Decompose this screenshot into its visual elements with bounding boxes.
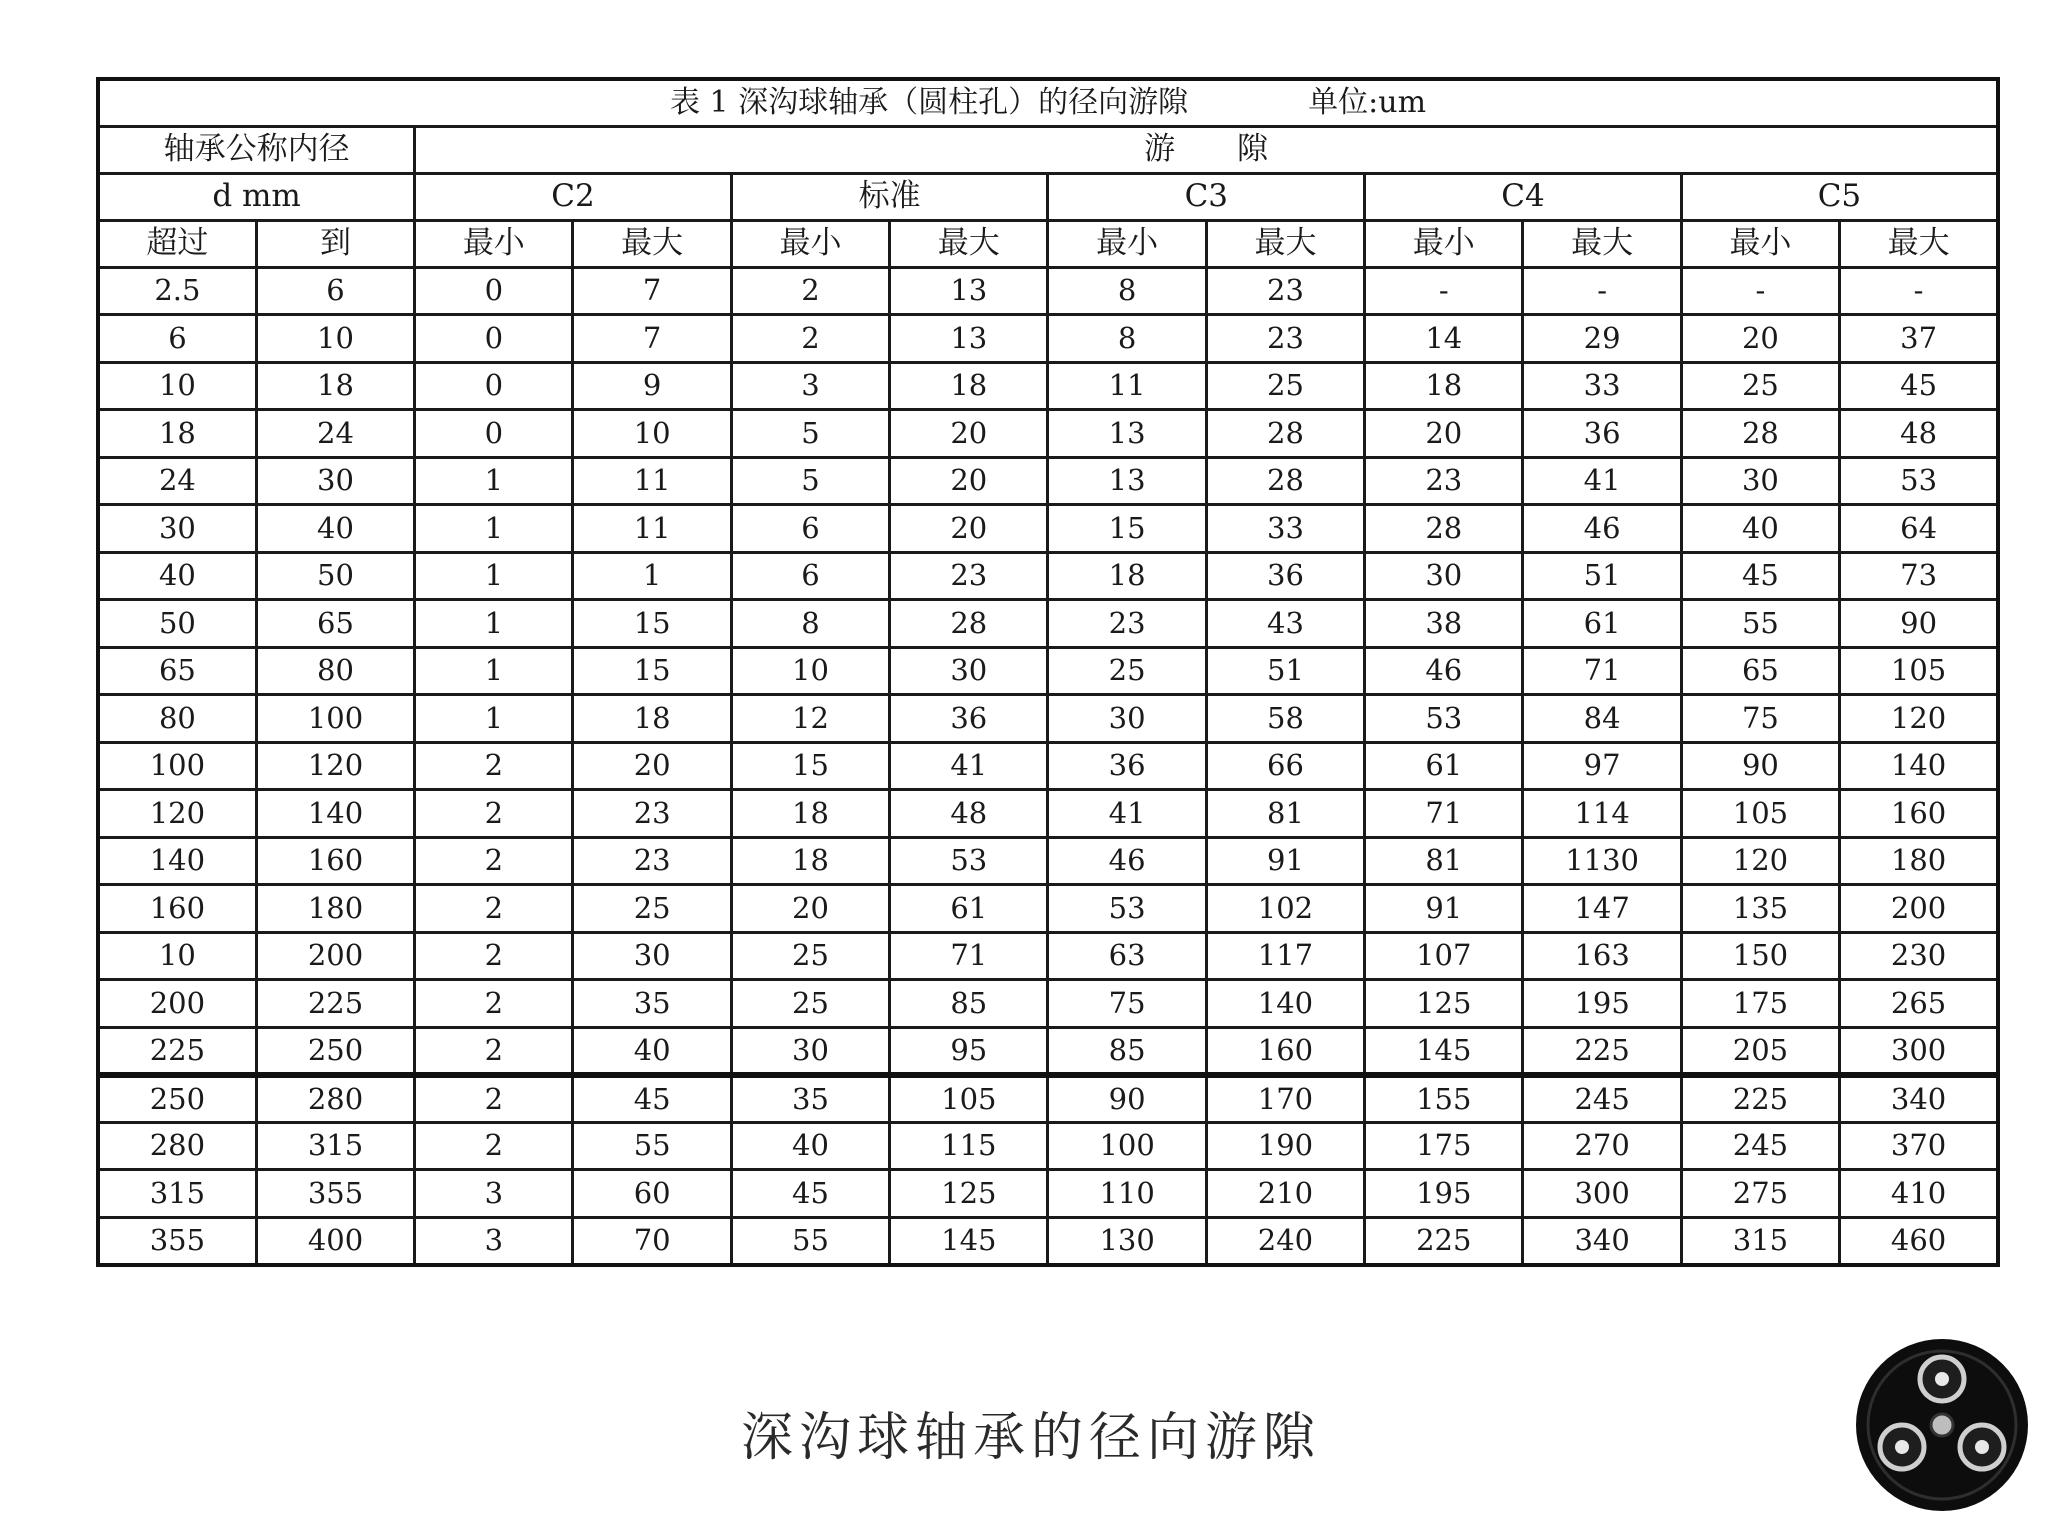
cell-c4-min: 125	[1365, 980, 1523, 1028]
cell-c3-max: 117	[1206, 932, 1364, 980]
cell-c5-min: -	[1681, 267, 1839, 315]
cell-c4-min: 14	[1365, 315, 1523, 363]
cell-c4-max: 46	[1523, 505, 1681, 553]
cell-c4-max: 147	[1523, 885, 1681, 933]
cell-c2-max: 11	[573, 505, 731, 553]
cell-from: 10	[98, 932, 256, 980]
cell-standard-max: 71	[890, 932, 1048, 980]
cell-c4-max: 97	[1523, 742, 1681, 790]
cell-c2-max: 1	[573, 552, 731, 600]
cell-c2-min: 0	[415, 410, 573, 458]
cell-from: 355	[98, 1217, 256, 1265]
to-header: 到	[256, 220, 414, 267]
cell-standard-max: 53	[890, 837, 1048, 885]
cell-c3-min: 8	[1048, 267, 1206, 315]
cell-c5-max: 73	[1840, 552, 1998, 600]
cell-c5-max: -	[1840, 267, 1998, 315]
table-row	[98, 1075, 1998, 1123]
cell-c2-min: 2	[415, 837, 573, 885]
cell-c3-max: 240	[1206, 1217, 1364, 1265]
cell-c4-min: 20	[1365, 410, 1523, 458]
table-row	[98, 1122, 1998, 1170]
table-title: 表 1 深沟球轴承（圆柱孔）的径向游隙	[670, 84, 1189, 120]
cell-standard-max: 20	[890, 505, 1048, 553]
cell-c2-max: 15	[573, 600, 731, 648]
cell-standard-min: 55	[731, 1217, 889, 1265]
cell-standard-min: 18	[731, 837, 889, 885]
cell-c2-min: 0	[415, 315, 573, 363]
cell-standard-min: 6	[731, 552, 889, 600]
table-row	[98, 1217, 1998, 1265]
cell-c3-min: 25	[1048, 647, 1206, 695]
cell-c2-min: 1	[415, 505, 573, 553]
cell-to: 180	[256, 885, 414, 933]
cell-standard-min: 2	[731, 267, 889, 315]
cell-c3-min: 30	[1048, 695, 1206, 743]
cell-standard-max: 105	[890, 1075, 1048, 1123]
cell-c4-min: 91	[1365, 885, 1523, 933]
cell-c2-max: 45	[573, 1075, 731, 1123]
cell-standard-max: 30	[890, 647, 1048, 695]
cell-to: 18	[256, 362, 414, 410]
cell-standard-min: 2	[731, 315, 889, 363]
cell-c5-max: 460	[1840, 1217, 1998, 1265]
table-row	[98, 790, 1998, 838]
cell-to: 400	[256, 1217, 414, 1265]
cell-from: 18	[98, 410, 256, 458]
cell-standard-min: 12	[731, 695, 889, 743]
cell-c5-min: 275	[1681, 1170, 1839, 1218]
cell-c4-max: 36	[1523, 410, 1681, 458]
cell-c3-min: 13	[1048, 410, 1206, 458]
cell-c4-min: -	[1365, 267, 1523, 315]
cell-to: 6	[256, 267, 414, 315]
cell-standard-max: 20	[890, 410, 1048, 458]
cell-c2-min: 1	[415, 647, 573, 695]
cell-c5-max: 48	[1840, 410, 1998, 458]
cell-c5-max: 45	[1840, 362, 1998, 410]
group-c2: C2	[415, 173, 732, 220]
cell-c4-min: 81	[1365, 837, 1523, 885]
cell-from: 315	[98, 1170, 256, 1218]
cell-c3-max: 28	[1206, 410, 1364, 458]
cell-standard-max: 95	[890, 1027, 1048, 1075]
cell-standard-min: 15	[731, 742, 889, 790]
cell-c3-max: 81	[1206, 790, 1364, 838]
cell-c3-max: 28	[1206, 457, 1364, 505]
cell-from: 50	[98, 600, 256, 648]
cell-c3-max: 66	[1206, 742, 1364, 790]
cell-c5-max: 105	[1840, 647, 1998, 695]
cell-c5-min: 28	[1681, 410, 1839, 458]
cell-c3-max: 23	[1206, 315, 1364, 363]
cell-c5-min: 75	[1681, 695, 1839, 743]
cell-c4-max: 245	[1523, 1075, 1681, 1123]
cell-c3-min: 8	[1048, 315, 1206, 363]
cell-c5-max: 90	[1840, 600, 1998, 648]
table-row	[98, 647, 1998, 695]
cell-to: 40	[256, 505, 414, 553]
cell-from: 140	[98, 837, 256, 885]
cell-c2-max: 15	[573, 647, 731, 695]
cell-c5-max: 53	[1840, 457, 1998, 505]
cell-c4-min: 46	[1365, 647, 1523, 695]
cell-c4-min: 195	[1365, 1170, 1523, 1218]
clearance-table	[96, 77, 2000, 1267]
cell-c2-min: 3	[415, 1217, 573, 1265]
cell-c2-min: 3	[415, 1170, 573, 1218]
cell-from: 24	[98, 457, 256, 505]
cell-standard-min: 8	[731, 600, 889, 648]
table-row	[98, 457, 1998, 505]
cell-c3-min: 110	[1048, 1170, 1206, 1218]
cell-from: 200	[98, 980, 256, 1028]
cell-c5-max: 340	[1840, 1075, 1998, 1123]
cell-standard-min: 30	[731, 1027, 889, 1075]
cell-c2-max: 23	[573, 790, 731, 838]
cell-c5-max: 160	[1840, 790, 1998, 838]
cell-c2-min: 2	[415, 980, 573, 1028]
cell-c2-max: 35	[573, 980, 731, 1028]
table-row	[98, 695, 1998, 743]
cell-c4-max: 300	[1523, 1170, 1681, 1218]
cell-c2-max: 23	[573, 837, 731, 885]
cell-to: 160	[256, 837, 414, 885]
cell-c4-min: 38	[1365, 600, 1523, 648]
cell-standard-max: 20	[890, 457, 1048, 505]
cell-from: 30	[98, 505, 256, 553]
cell-c5-min: 40	[1681, 505, 1839, 553]
cell-standard-max: 41	[890, 742, 1048, 790]
table-row	[98, 362, 1998, 410]
cell-c4-min: 145	[1365, 1027, 1523, 1075]
table-row	[98, 600, 1998, 648]
cell-to: 30	[256, 457, 414, 505]
cell-from: 6	[98, 315, 256, 363]
cell-c2-max: 55	[573, 1122, 731, 1170]
cell-c2-min: 1	[415, 695, 573, 743]
page-caption: 深沟球轴承的径向游隙	[740, 1408, 1321, 1468]
cell-c2-max: 7	[573, 315, 731, 363]
cell-c5-min: 25	[1681, 362, 1839, 410]
cell-from: 120	[98, 790, 256, 838]
table-row	[98, 980, 1998, 1028]
cell-c4-max: 41	[1523, 457, 1681, 505]
cell-c4-max: 51	[1523, 552, 1681, 600]
cell-standard-min: 20	[731, 885, 889, 933]
cell-to: 200	[256, 932, 414, 980]
cell-c4-max: 84	[1523, 695, 1681, 743]
c2-min-header: 最小	[415, 220, 573, 267]
table-row	[98, 837, 1998, 885]
c5-max-header: 最大	[1840, 220, 1998, 267]
cell-c5-min: 45	[1681, 552, 1839, 600]
cell-standard-min: 18	[731, 790, 889, 838]
cell-standard-min: 40	[731, 1122, 889, 1170]
cell-c3-max: 102	[1206, 885, 1364, 933]
cell-c4-max: 1130	[1523, 837, 1681, 885]
cell-standard-max: 28	[890, 600, 1048, 648]
cell-c4-max: 270	[1523, 1122, 1681, 1170]
from-header: 超过	[98, 220, 256, 267]
cell-from: 65	[98, 647, 256, 695]
cell-c5-min: 225	[1681, 1075, 1839, 1123]
cell-standard-min: 5	[731, 457, 889, 505]
cell-c4-max: 114	[1523, 790, 1681, 838]
cell-c5-min: 205	[1681, 1027, 1839, 1075]
cell-standard-min: 25	[731, 980, 889, 1028]
cell-to: 50	[256, 552, 414, 600]
cell-standard-max: 13	[890, 267, 1048, 315]
cell-to: 80	[256, 647, 414, 695]
cell-c4-min: 28	[1365, 505, 1523, 553]
cell-c2-max: 11	[573, 457, 731, 505]
cell-from: 280	[98, 1122, 256, 1170]
cell-c5-max: 64	[1840, 505, 1998, 553]
cell-c2-min: 0	[415, 267, 573, 315]
cell-to: 225	[256, 980, 414, 1028]
cell-c3-max: 140	[1206, 980, 1364, 1028]
cell-c4-min: 107	[1365, 932, 1523, 980]
cell-c5-min: 20	[1681, 315, 1839, 363]
cell-c5-max: 180	[1840, 837, 1998, 885]
table-row	[98, 1170, 1998, 1218]
cell-c5-max: 37	[1840, 315, 1998, 363]
cell-c2-max: 40	[573, 1027, 731, 1075]
cell-c5-min: 120	[1681, 837, 1839, 885]
bearing-logo-icon	[1852, 1335, 2032, 1515]
cell-standard-max: 18	[890, 362, 1048, 410]
cell-c2-min: 2	[415, 1122, 573, 1170]
c3-min-header: 最小	[1048, 220, 1206, 267]
cell-c5-max: 120	[1840, 695, 1998, 743]
bore-label: 轴承公称内径	[98, 126, 415, 173]
cell-to: 140	[256, 790, 414, 838]
cell-c2-min: 2	[415, 1075, 573, 1123]
cell-from: 80	[98, 695, 256, 743]
cell-standard-min: 45	[731, 1170, 889, 1218]
cell-c2-max: 60	[573, 1170, 731, 1218]
cell-to: 100	[256, 695, 414, 743]
bore-unit: d mm	[98, 173, 415, 220]
table-row	[98, 505, 1998, 553]
cell-standard-max: 115	[890, 1122, 1048, 1170]
cell-c5-max: 140	[1840, 742, 1998, 790]
cell-c3-min: 100	[1048, 1122, 1206, 1170]
cell-c4-min: 61	[1365, 742, 1523, 790]
cell-to: 315	[256, 1122, 414, 1170]
cell-c2-min: 2	[415, 885, 573, 933]
cell-to: 280	[256, 1075, 414, 1123]
group-c4: C4	[1365, 173, 1682, 220]
cell-to: 65	[256, 600, 414, 648]
cell-c5-min: 315	[1681, 1217, 1839, 1265]
cell-c4-min: 175	[1365, 1122, 1523, 1170]
cell-c3-min: 36	[1048, 742, 1206, 790]
cell-c3-max: 36	[1206, 552, 1364, 600]
table-row	[98, 552, 1998, 600]
c2-max-header: 最大	[573, 220, 731, 267]
cell-c2-max: 7	[573, 267, 731, 315]
cell-c5-max: 200	[1840, 885, 1998, 933]
cell-from: 160	[98, 885, 256, 933]
cell-c2-min: 2	[415, 932, 573, 980]
table-row	[98, 1027, 1998, 1075]
cell-c3-min: 46	[1048, 837, 1206, 885]
cell-c4-min: 18	[1365, 362, 1523, 410]
cell-c3-min: 15	[1048, 505, 1206, 553]
cell-c5-min: 90	[1681, 742, 1839, 790]
cell-to: 24	[256, 410, 414, 458]
table-row	[98, 932, 1998, 980]
c4-min-header: 最小	[1365, 220, 1523, 267]
cell-standard-min: 35	[731, 1075, 889, 1123]
cell-c5-min: 65	[1681, 647, 1839, 695]
cell-c3-max: 25	[1206, 362, 1364, 410]
cell-c4-max: 225	[1523, 1027, 1681, 1075]
cell-c3-min: 75	[1048, 980, 1206, 1028]
cell-c4-max: 33	[1523, 362, 1681, 410]
cell-standard-min: 3	[731, 362, 889, 410]
cell-to: 250	[256, 1027, 414, 1075]
c3-max-header: 最大	[1206, 220, 1364, 267]
cell-c3-min: 63	[1048, 932, 1206, 980]
cell-c5-min: 150	[1681, 932, 1839, 980]
table-row	[98, 267, 1998, 315]
cell-c4-max: 163	[1523, 932, 1681, 980]
cell-from: 225	[98, 1027, 256, 1075]
cell-c4-max: 29	[1523, 315, 1681, 363]
table-row	[98, 315, 1998, 363]
cell-standard-min: 25	[731, 932, 889, 980]
cell-c2-min: 2	[415, 790, 573, 838]
table-unit: 单位:um	[1308, 84, 1427, 120]
cell-standard-max: 23	[890, 552, 1048, 600]
cell-c2-max: 70	[573, 1217, 731, 1265]
table-title-cell	[98, 79, 1998, 126]
cell-c3-max: 23	[1206, 267, 1364, 315]
cell-c3-min: 18	[1048, 552, 1206, 600]
cell-standard-min: 10	[731, 647, 889, 695]
c5-min-header: 最小	[1681, 220, 1839, 267]
cell-standard-min: 6	[731, 505, 889, 553]
cell-c3-min: 23	[1048, 600, 1206, 648]
cell-from: 250	[98, 1075, 256, 1123]
cell-c5-min: 105	[1681, 790, 1839, 838]
cell-c4-min: 53	[1365, 695, 1523, 743]
cell-c2-max: 30	[573, 932, 731, 980]
cell-to: 120	[256, 742, 414, 790]
cell-c5-max: 230	[1840, 932, 1998, 980]
cell-from: 10	[98, 362, 256, 410]
cell-c3-max: 51	[1206, 647, 1364, 695]
c4-max-header: 最大	[1523, 220, 1681, 267]
cell-c5-max: 265	[1840, 980, 1998, 1028]
cell-to: 355	[256, 1170, 414, 1218]
cell-c5-max: 410	[1840, 1170, 1998, 1218]
cell-c5-min: 175	[1681, 980, 1839, 1028]
cell-c5-min: 55	[1681, 600, 1839, 648]
cell-c2-min: 0	[415, 362, 573, 410]
cell-c3-max: 58	[1206, 695, 1364, 743]
cell-c5-min: 30	[1681, 457, 1839, 505]
cell-c3-max: 190	[1206, 1122, 1364, 1170]
cell-to: 10	[256, 315, 414, 363]
cell-c3-max: 43	[1206, 600, 1364, 648]
cell-standard-max: 125	[890, 1170, 1048, 1218]
cell-c4-min: 30	[1365, 552, 1523, 600]
cell-c3-min: 90	[1048, 1075, 1206, 1123]
cell-c3-min: 41	[1048, 790, 1206, 838]
standard-min-header: 最小	[731, 220, 889, 267]
table-row	[98, 742, 1998, 790]
cell-standard-min: 5	[731, 410, 889, 458]
table-row	[98, 410, 1998, 458]
cell-c2-min: 1	[415, 600, 573, 648]
cell-c4-min: 225	[1365, 1217, 1523, 1265]
group-standard: 标准	[731, 173, 1048, 220]
cell-c2-min: 1	[415, 552, 573, 600]
group-c5: C5	[1681, 173, 1998, 220]
cell-c4-max: 71	[1523, 647, 1681, 695]
cell-c2-min: 2	[415, 1027, 573, 1075]
cell-c2-max: 25	[573, 885, 731, 933]
cell-c4-min: 23	[1365, 457, 1523, 505]
cell-c3-max: 160	[1206, 1027, 1364, 1075]
cell-c4-max: -	[1523, 267, 1681, 315]
cell-c3-min: 130	[1048, 1217, 1206, 1265]
cell-from: 2.5	[98, 267, 256, 315]
group-c3: C3	[1048, 173, 1365, 220]
cell-standard-max: 145	[890, 1217, 1048, 1265]
cell-c2-max: 20	[573, 742, 731, 790]
cell-c5-max: 370	[1840, 1122, 1998, 1170]
cell-standard-max: 85	[890, 980, 1048, 1028]
cell-from: 100	[98, 742, 256, 790]
cell-c4-max: 61	[1523, 600, 1681, 648]
cell-c3-max: 170	[1206, 1075, 1364, 1123]
standard-max-header: 最大	[890, 220, 1048, 267]
cell-from: 40	[98, 552, 256, 600]
cell-c2-max: 10	[573, 410, 731, 458]
cell-c3-min: 53	[1048, 885, 1206, 933]
cell-standard-max: 61	[890, 885, 1048, 933]
cell-standard-max: 48	[890, 790, 1048, 838]
cell-c4-max: 340	[1523, 1217, 1681, 1265]
cell-c2-min: 2	[415, 742, 573, 790]
cell-standard-max: 13	[890, 315, 1048, 363]
cell-c3-min: 11	[1048, 362, 1206, 410]
clearance-label: 游 隙	[415, 126, 1998, 173]
cell-c3-max: 33	[1206, 505, 1364, 553]
cell-c3-min: 13	[1048, 457, 1206, 505]
cell-c3-max: 210	[1206, 1170, 1364, 1218]
cell-c2-min: 1	[415, 457, 573, 505]
cell-c5-min: 245	[1681, 1122, 1839, 1170]
cell-c3-max: 91	[1206, 837, 1364, 885]
cell-c4-max: 195	[1523, 980, 1681, 1028]
cell-c4-min: 155	[1365, 1075, 1523, 1123]
cell-c2-max: 9	[573, 362, 731, 410]
cell-c2-max: 18	[573, 695, 731, 743]
cell-c5-max: 300	[1840, 1027, 1998, 1075]
cell-c4-min: 71	[1365, 790, 1523, 838]
cell-c3-min: 85	[1048, 1027, 1206, 1075]
cell-standard-max: 36	[890, 695, 1048, 743]
cell-c5-min: 135	[1681, 885, 1839, 933]
table-row	[98, 885, 1998, 933]
